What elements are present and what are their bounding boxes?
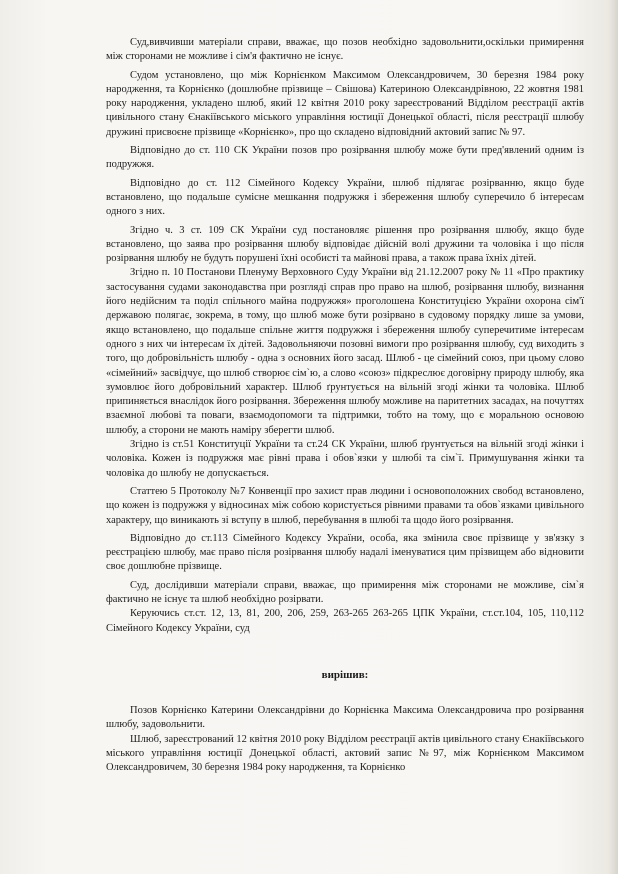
document-body: [106, 36, 584, 776]
resolution-heading: вирішив:: [321, 668, 369, 681]
paragraph: Суд,вивчивши матеріали справи, вважає, що позов необхідно задовольнити,оскільки примирення між сторонами не можливе і сім'я фактично не існує.: [106, 37, 584, 63]
paragraph: Відповідно до ст. 110 СК України позов про розірвання шлюбу може бути пред'явлений одним із подружжя.: [106, 145, 584, 171]
paragraph: Відповідно до ст.113 Сімейного Кодексу України, особа, яка змінила своє прізвище у зв'язку з реєстрацією шлюбу, має право після розірвання шлюбу надалі іменуватися цим прізвищем або відновити своє дошлюбне прізвище.: [106, 532, 584, 573]
scan-edge-shadow: [608, 0, 618, 874]
paragraph: Статтею 5 Протоколу №7 Конвенції про захист прав людини і основоположних свобод встановлено, що кожен із подружжя у відносинах між собою користується рівними правами та обов`язками цивільного характеру, що виникають зі вступу в шлюб, перебування в шлюбі та щодо його розірвання.: [106, 485, 584, 526]
paragraph: Судом установлено, що між Корнієнком Максимом Олександровичем, 30 березня 1984 року народження, та Корнієнко (дошлюбне прізвище – Свішова) Катериною Олександрівною, 22 жовтня 1981 року народження, укладено шлюб, який 12 квітня 2010 року зареєстрований Відділом реєстрації актів цивільного стану Єнакіївського міського управління юстиції Донецької області, після реєстрації шлюбу дружині присвоєне прізвище «Корнієнко», про що складено відповідний актовий запис № 97.: [106, 69, 584, 138]
paragraph: Суд, дослідивши матеріали справи, вважає, що примирення між сторонами не можливе, сім`я фактично не існує та шлюб необхідно розірвати.: [106, 579, 584, 605]
paragraph: Відповідно до ст. 112 Сімейного Кодексу України, шлюб підлягає розірванню, якщо буде встановлено, що подальше сумісне мешкання подружжя і збереження шлюбу суперечило б інтересам одного з них.: [106, 177, 584, 218]
paragraph: Згідно із ст.51 Конституції України та ст.24 СК України, шлюб ґрунтується на вільній згоді жінки і чоловіка. Кожен із подружжя має рівні права і обов`язки у шлюбі та сім`ї. Примушування жінки та чоловіка до шлюбу не допускається.: [106, 439, 584, 479]
resolution-paragraph: Шлюб, зареєстрований 12 квітня 2010 року Відділом реєстрації актів цивільного стану Єнакіївського міського управління юстиції Донецької області, актовий запис №97, між Корнієнком Максимом Олександровичем, 30 березня 1984 року народження, та Корнієнко: [106, 733, 584, 774]
paragraph: Згідно ч. 3 ст. 109 СК України суд постановляє рішення про розірвання шлюбу, якщо буде встановлено, що заява про розірвання шлюбу відповідає дійсній волі дружини та чоловіка і що після розірвання шлюбу не будуть порушені їхні особисті та майнові права, а також права їхніх дітей.: [106, 224, 584, 265]
paragraph: Згідно п. 10 Постанови Пленуму Верховного Суду України від 21.12.2007 року № 11 «Про практику застосування судами законодавства при розгляді справ про право на шлюб, розірвання шлюбу, визнання його недійсним та поділ спільного майна подружжя» проголошена Конституцією України охорона сім'ї державою полягає, зокрема, в тому, що шлюб може бути розірвано в судовому порядку лише за умови, якщо встановлено, що подальше спільне життя подружжя і збереження шлюбу суперечитиме інтересам одного з них чи інтересам їх дітей. Задовольняючи позовні вимоги про розірвання шлюбу, суд виходить з того, що добровільність шлюбу - одна з основних його засад. Шлюб - це сімейний союз, при цьому слово «сімейний» засвідчує, що шлюб створює сім`ю, а слово «союз» підкреслює договірну природу шлюбу, яка зумовлює його добровільний характер. Шлюб ґрунтується на вільній згоді жінки та чоловіка. Шлюб припиняється внаслідок його розірвання. Збереження шлюбу можливе на паритетних засадах, на почуттях взаємної любові та поваги, взаємодопомоги та підтримки, тобто на тому, що є моральною основою шлюбу, а сторони не мають наміру зберегти шлюб.: [106, 267, 584, 436]
paragraph: Керуючись ст.ст. 12, 13, 81, 200, 206, 259, 263-265 263-265 ЦПК України, ст.ст.104, 105, 110,112 Сімейного Кодексу України, суд: [106, 608, 584, 634]
resolution-paragraph: Позов Корнієнко Катерини Олександрівни до Корнієнка Максима Олександровича про розірвання шлюбу, задовольнити.: [106, 705, 584, 731]
